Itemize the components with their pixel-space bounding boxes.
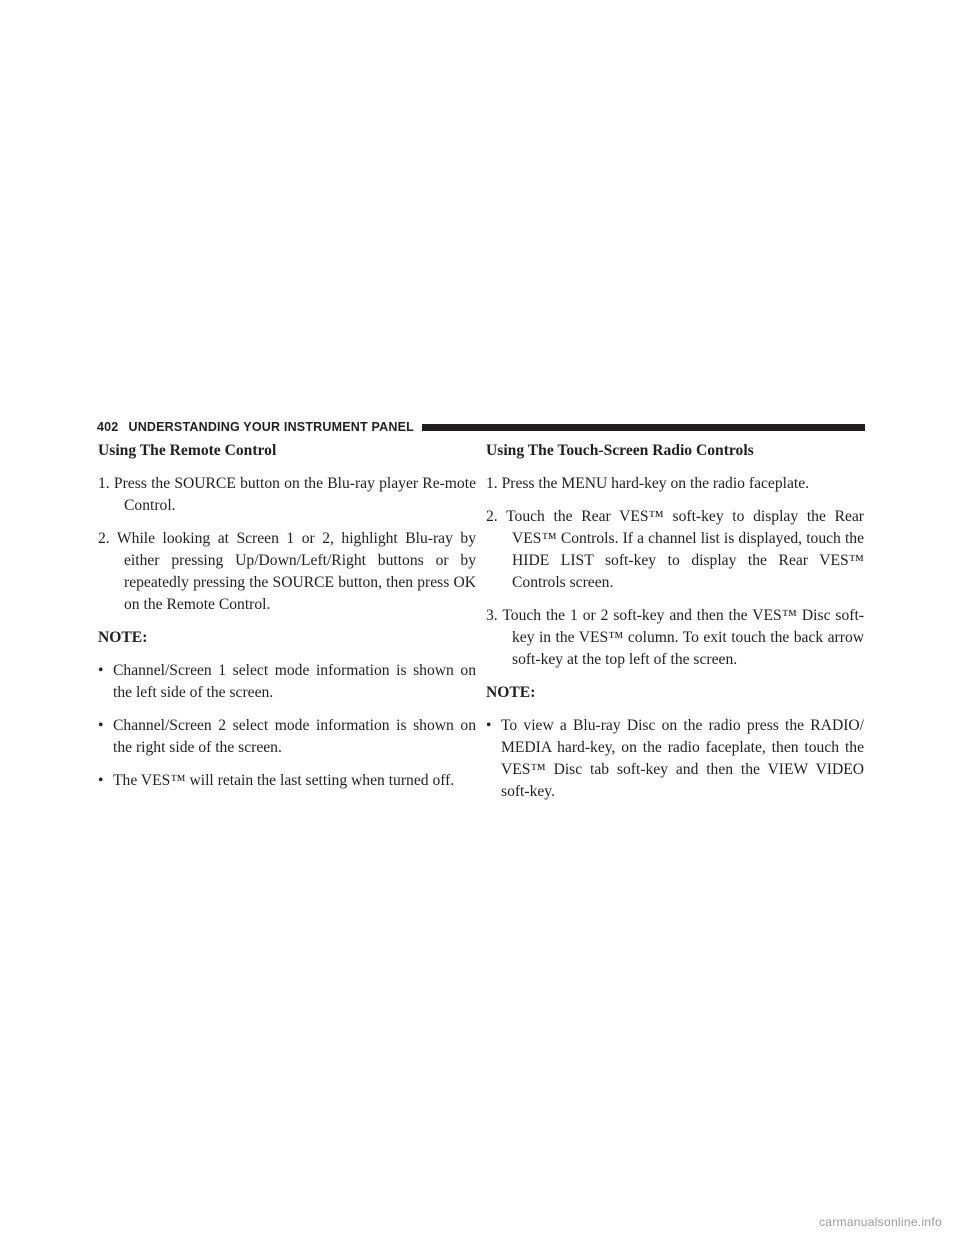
left-column xyxy=(98,440,476,803)
footer-watermark[interactable]: carmanualsonline.info xyxy=(818,1215,942,1229)
bullet-icon: • xyxy=(486,717,492,734)
note-label: NOTE: xyxy=(98,629,148,646)
step-item: 2. While looking at Screen 1 or 2, highlight Blu-ray by either pressing Up/Down/Left/Right buttons or by repeatedly pressing the SOURCE button, then press OK on the Remote Control. xyxy=(98,530,476,613)
bullet-icon: • xyxy=(98,662,104,679)
remote-control-heading: Using The Remote Control xyxy=(98,442,277,459)
bullet-text: Channel/Screen 2 select mode information is shown on the right side of the screen. xyxy=(113,717,476,756)
step-item: 1. Press the SOURCE button on the Blu-ray player Re-mote Control. xyxy=(98,475,476,514)
bullet-text: Channel/Screen 1 select mode information is shown on the left side of the screen. xyxy=(113,662,476,701)
bullet-icon: • xyxy=(98,772,104,789)
bullet-text: The VES™ will retain the last setting when turned off. xyxy=(113,772,455,789)
section-title: UNDERSTANDING YOUR INSTRUMENT PANEL xyxy=(128,420,414,434)
page-header xyxy=(97,419,865,435)
bullet-item xyxy=(98,770,476,792)
right-column xyxy=(486,440,864,814)
header-rule xyxy=(422,424,865,431)
bullet-icon: • xyxy=(98,717,104,734)
touch-screen-heading: Using The Touch-Screen Radio Controls xyxy=(486,442,754,459)
bullet-item xyxy=(98,715,476,759)
bullet-item xyxy=(486,715,864,803)
step-item: 2. Touch the Rear VES™ soft-key to display the Rear VES™ Controls. If a channel list is displayed, touch the HIDE LIST soft-key to display the Rear VES™ Controls screen. xyxy=(486,508,864,591)
step-item: 1. Press the MENU hard-key on the radio faceplate. xyxy=(486,475,810,492)
step-item: 3. Touch the 1 or 2 soft-key and then the VES™ Disc soft-key in the VES™ column. To exit touch the back arrow soft-key at the top left of the screen. xyxy=(486,607,864,668)
bullet-item xyxy=(98,660,476,704)
note-label: NOTE: xyxy=(486,684,536,701)
bullet-text: To view a Blu-ray Disc on the radio press the RADIO/ MEDIA hard-key, on the radio faceplate, then touch the VES™ Disc tab soft-key and then the VIEW VIDEO soft-key. xyxy=(501,717,864,800)
page-number: 402 xyxy=(97,420,119,434)
